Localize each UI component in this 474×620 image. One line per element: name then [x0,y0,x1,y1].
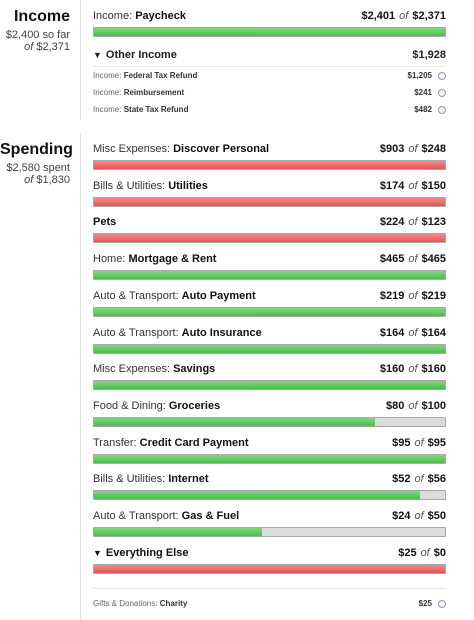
category-label: Bills & Utilities: [93,473,166,486]
sub-item-name: Reimbursement [123,88,185,97]
circle-icon[interactable] [438,72,446,80]
actual-amount: $465 [379,253,405,266]
progress-bar [93,380,446,390]
category-label: Auto & Transport: [93,326,179,339]
budget-row[interactable]: Income: Paycheck $2,401 of $2,371 [93,9,446,37]
sub-item-amount: $1,205 [407,71,432,80]
budget-amount: $150 [421,179,446,192]
progress-fill [94,271,445,279]
actual-amount: $95 [392,436,411,449]
budget-row[interactable]: Bills & Utilities: Utilities $174 of $150 [93,179,446,207]
budget-row[interactable]: Auto & Transport: Gas & Fuel $24 of $50 [93,509,446,537]
budget-row[interactable]: Food & Dining: Groceries $80 of $100 [93,399,446,427]
progress-bar [93,564,446,574]
income-panel [80,0,458,120]
spending-summary [0,141,73,186]
actual-amount: $24 [392,510,411,522]
spending-title: Spending [0,141,73,158]
progress-bar [93,233,446,243]
budget-row[interactable]: Misc Expenses: Discover Personal $903 of $248 [93,142,446,170]
actual-amount: $174 [379,179,405,192]
category-label: Transfer: [93,436,137,449]
other-income-list [93,66,446,118]
triangle-down-icon[interactable]: ▼ [93,548,102,558]
group-budget: $0 [433,547,446,559]
group-label: Everything Else [105,547,189,559]
income-of-total: of $2,371 [24,41,70,53]
budget-name: Pets [93,216,117,229]
actual-amount: $903 [379,143,405,155]
progress-bar [93,197,446,207]
circle-icon[interactable] [438,600,446,608]
budget-amount: $248 [421,143,446,155]
category-label: Misc Expenses: [93,143,171,155]
progress-bar [93,344,446,354]
progress-bar [93,160,446,170]
budget-name: Discover Personal [173,143,270,155]
progress-bar [93,307,446,317]
budget-amount: $95 [427,436,446,449]
budget-name: Mortgage & Rent [128,253,217,266]
budget-amount: $56 [427,473,446,486]
progress-fill [94,418,375,426]
budget-name: Credit Card Payment [139,436,249,449]
everything-else-group[interactable]: ▼ Everything Else $25 of $0 [93,546,446,574]
other-income-group[interactable] [93,48,446,62]
budget-name: Paycheck [135,10,186,22]
circle-icon[interactable] [438,106,446,114]
group-label: Other Income [105,49,177,61]
everything-else-list [93,588,446,612]
budget-amount: $160 [421,363,446,376]
group-actual: $25 [398,547,417,559]
actual-amount: $219 [379,289,405,302]
budget-amount: $465 [421,253,446,266]
sub-item[interactable]: Income: State Tax Refund $482 [93,101,446,118]
budget-name: Groceries [168,399,221,412]
budget-name: Auto Payment [181,289,256,302]
sub-item[interactable]: Income: Federal Tax Refund $1,205 [93,67,446,84]
actual-amount: $164 [379,326,405,339]
circle-icon[interactable] [438,89,446,97]
budget-name: Savings [173,363,216,376]
budget-row[interactable]: Auto & Transport: Auto Payment $219 of $219 [93,289,446,317]
income-summary [0,8,70,53]
sub-item-amount: $241 [414,88,432,97]
progress-fill [94,161,445,169]
progress-fill [94,455,445,463]
budget-name: Gas & Fuel [181,510,240,522]
budget-row[interactable]: Home: Mortgage & Rent $465 of $465 [93,252,446,280]
budget-name: Auto Insurance [181,326,262,339]
sub-item[interactable]: Income: Reimbursement $241 [93,84,446,101]
spending-spent: $2,580 spent [6,162,70,174]
budget-name: Internet [168,473,209,486]
budget-amount: $123 [421,216,446,229]
budget-amount: $219 [421,289,446,302]
budget-amount: $2,371 [412,10,446,22]
budget-amount: $164 [421,326,446,339]
progress-bar [93,454,446,464]
sub-item[interactable]: Gifts & Donations: Charity $25 [93,595,446,612]
progress-fill [94,345,445,353]
budget-amount: $100 [421,399,446,412]
spending-of-total: of $1,830 [24,174,70,186]
spending-panel [80,133,458,620]
category-label: Bills & Utilities: [93,179,166,192]
progress-bar [93,527,446,537]
progress-bar [93,270,446,280]
progress-fill [94,565,445,573]
category-label: Misc Expenses: [93,363,171,376]
actual-amount: $2,401 [361,10,396,22]
income-so-far: $2,400 so far [5,29,70,41]
actual-amount: $160 [379,363,405,376]
category-label: Home: [93,253,126,266]
category-label: Auto & Transport: [93,510,179,522]
progress-fill [94,28,445,36]
category-label: Auto & Transport: [93,289,179,302]
sub-item-name: Charity [159,599,188,608]
progress-fill [94,234,445,242]
budget-row[interactable]: Auto & Transport: Auto Insurance $164 of $164 [93,326,446,354]
group-total: $1,928 [412,49,446,61]
progress-bar [93,490,446,500]
triangle-down-icon[interactable]: ▼ [93,50,102,60]
category-label: Food & Dining: [93,399,166,412]
sub-item-amount: $25 [418,599,432,608]
sub-item-amount: $482 [414,105,432,114]
budget-row[interactable]: Bills & Utilities: Internet $52 of $56 [93,472,446,500]
actual-amount: $80 [385,399,405,412]
actual-amount: $224 [379,216,405,229]
progress-bar [93,417,446,427]
progress-fill [94,198,445,206]
progress-fill [94,491,420,499]
budget-name: Utilities [168,179,208,192]
income-title: Income [13,8,70,25]
sub-item-name: Federal Tax Refund [123,71,198,80]
budget-row[interactable]: Pets $224 of $123 [93,215,446,243]
progress-fill [94,381,445,389]
progress-fill [94,308,445,316]
progress-bar [93,27,446,37]
actual-amount: $52 [392,473,411,486]
progress-fill [94,528,262,536]
budget-amount: $50 [427,510,446,522]
category-label: Income: [93,10,133,22]
sub-item-name: State Tax Refund [123,105,189,114]
budget-row[interactable]: Misc Expenses: Savings $160 of $160 [93,362,446,390]
budget-row[interactable]: Transfer: Credit Card Payment $95 of $95 [93,436,446,464]
